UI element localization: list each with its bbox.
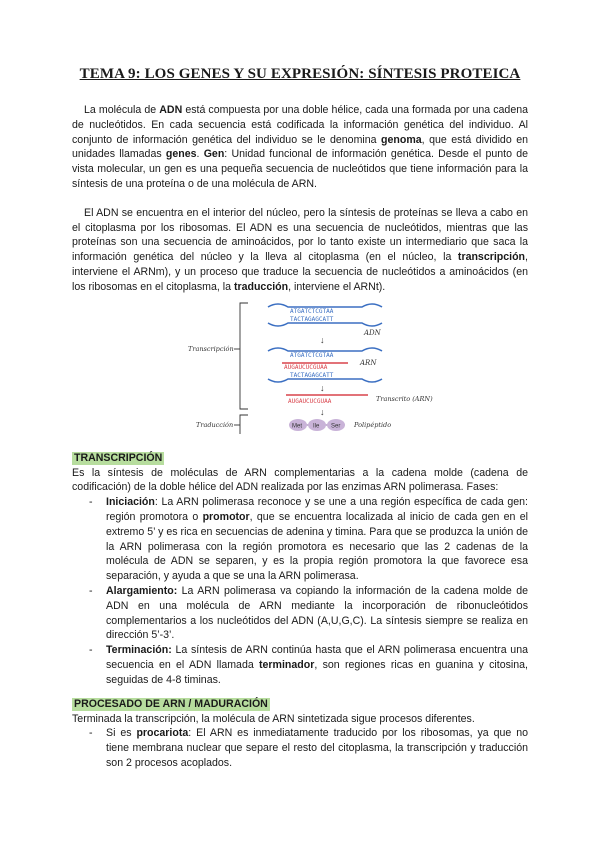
bold-term: promotor [202, 510, 250, 523]
procesado-items-list [72, 726, 528, 770]
transcription-translation-diagram [72, 299, 528, 434]
text-run: , que está dividido en unidades llamadas [72, 133, 528, 161]
bold-term: Alargamiento: [106, 584, 178, 597]
dna-strand-bottom-2 [268, 379, 382, 382]
bold-term: Terminación: [106, 644, 172, 657]
text-run: Si es [106, 727, 137, 740]
transcripcion-intro: Es la síntesis de moléculas de ARN complementarias a la cadena molde (cadena de codificación) de la doble hélice del ADN realizada por las enzimas ARN polimerasa. Fases: [72, 466, 528, 494]
label-adn: ADN [364, 328, 381, 337]
amino-3-label: Ser [331, 423, 341, 430]
text-run: La síntesis de ARN continúa hasta que el ARN polimerasa encuentra una secuencia en el ADN llamada [106, 644, 528, 671]
rna-sequence-2: AUGAUCUCGUAA [284, 363, 328, 371]
amino-2-label: Ile [313, 423, 320, 430]
list-item [89, 584, 528, 643]
label-arn: ARN [360, 358, 377, 367]
bold-term: procariota [136, 727, 189, 740]
dna-sequence-top-2: ATGATCTCGTAA [290, 351, 334, 359]
bold-term: traducción [233, 280, 289, 293]
dna-sequence-bottom-2: TACTAGAGCATT [290, 371, 334, 379]
arrow-1: ↓ [320, 334, 325, 345]
dna-sequence-top: ATGATCTCGTAA [290, 307, 334, 315]
bullet-dash: - [89, 727, 93, 740]
text-run: , que se encuentra localizada al inicio de cada gen en el extremo 5’ y es rica en secuencias de adenina y timina. Para que se produzca la unión de la ARN polimerasa con la región promotora es necesario que las 2 cadenas de la molécula de ADN se separen, y es la propia región promotora la que favorece esa separación, y ayuda a que se una la ARN polimerasa. [106, 510, 529, 583]
label-polipeptido: Polipéptido [354, 420, 392, 429]
bold-term: Gen [203, 148, 225, 161]
text-run: , interviene el ARNm), y un proceso que traduce la secuencia de nucleótidos a aminoácidos (en los ribosomas en el citoplasma, la [72, 251, 528, 293]
bold-term: ADN [159, 104, 183, 116]
label-transcrito: Transcrito (ARN) [376, 394, 433, 403]
section-heading-transcripcion: TRANSCRIPCIÓN [74, 451, 163, 464]
text-run: El ADN se encuentra en el interior del núcleo, pero la síntesis de proteínas se lleva a cabo en el citoplasma por los ribosomas. El ADN es una secuencia de nucleótidos, mientras que las proteínas son una secuencia de aminoácidos, por lo tanto existe un intermediario que saca la información genética del núcleo y la lleva al citoplasma (en el núcleo, la [72, 206, 528, 264]
diagram-svg [72, 299, 528, 434]
dna-strand-top-2 [268, 348, 382, 351]
arrow-2: ↓ [320, 382, 325, 393]
text-run: La ARN polimerasa va copiando la información de la cadena molde de ADN en una molécula de ARN mediante la incorporación de ribonucleótidos complementarios a los nucleótidos del ADN (A,U,G,C). La síntesis siempre se realiza en dirección 5’-3’. [106, 584, 528, 642]
page-title: TEMA 9: LOS GENES Y SU EXPRESIÓN: SÍNTESIS PROTEICA [79, 66, 521, 82]
amino-1-label: Met [292, 423, 303, 430]
intro-paragraph-1 [72, 103, 528, 192]
bullet-dash: - [89, 496, 93, 509]
arrow-3: ↓ [320, 406, 325, 417]
intro-paragraph-2 [72, 206, 528, 295]
transcripcion-phases-list [72, 495, 528, 687]
bullet-dash: - [89, 584, 93, 597]
bold-term: genes [165, 148, 197, 161]
dna-strand-top [268, 304, 382, 307]
transcript-sequence: AUGAUCUCGUAA [288, 397, 332, 405]
list-item [89, 726, 528, 770]
text-run: , interviene el ARNt). [288, 280, 386, 293]
text-run: : Unidad funcional de información genética. Desde el punto de vista molecular, un gen es una pequeña secuencia de nucleótidos que tiene información para la síntesis de una proteína o de una molécula de ARN. [72, 148, 529, 190]
dna-sequence-bottom: TACTAGAGCATT [290, 315, 334, 323]
bold-term: Iniciación [106, 496, 155, 509]
bullet-dash: - [89, 644, 93, 657]
list-item [89, 495, 529, 584]
text-run: , son regiones ricas en guanina y citosina, seguidas de 4-8 timinas. [106, 658, 528, 686]
text-run: : El ARN es inmediatamente traducido por los ribosomas, ya que no tiene membrana nuclear que separe el resto del citoplasma, la transcripción y traducción son 2 procesos acoplados. [106, 727, 528, 769]
section-heading-procesado: PROCESADO DE ARN / MADURACIÓN [74, 697, 268, 710]
brace-translation [240, 415, 248, 434]
label-traduccion: Traducción [196, 420, 234, 429]
bold-term: transcripción [457, 251, 526, 264]
brace-transcription [240, 303, 248, 409]
label-transcripcion: Transcripción [188, 344, 234, 353]
text-run: : La ARN polimerasa reconoce y se une a una región específica de cada gen: región promotora o [106, 496, 528, 523]
bold-term: terminador [259, 658, 315, 671]
text-run: La molécula de [84, 104, 160, 116]
procesado-intro: Terminada la transcripción, la molécula de ARN sintetizada sigue procesos diferentes. [72, 712, 475, 725]
dna-strand-bottom [268, 323, 382, 326]
bold-term: genoma [381, 133, 422, 146]
document-page [72, 66, 528, 771]
text-run: está compuesta por una doble hélice, cada una formada por una cadena de nucleótidos. En cada secuencia está codificada la información genética del individuo. Al conjunto de información genética del individuo se le denomina [72, 104, 529, 146]
text-run: . [196, 148, 204, 161]
list-item [89, 643, 528, 687]
